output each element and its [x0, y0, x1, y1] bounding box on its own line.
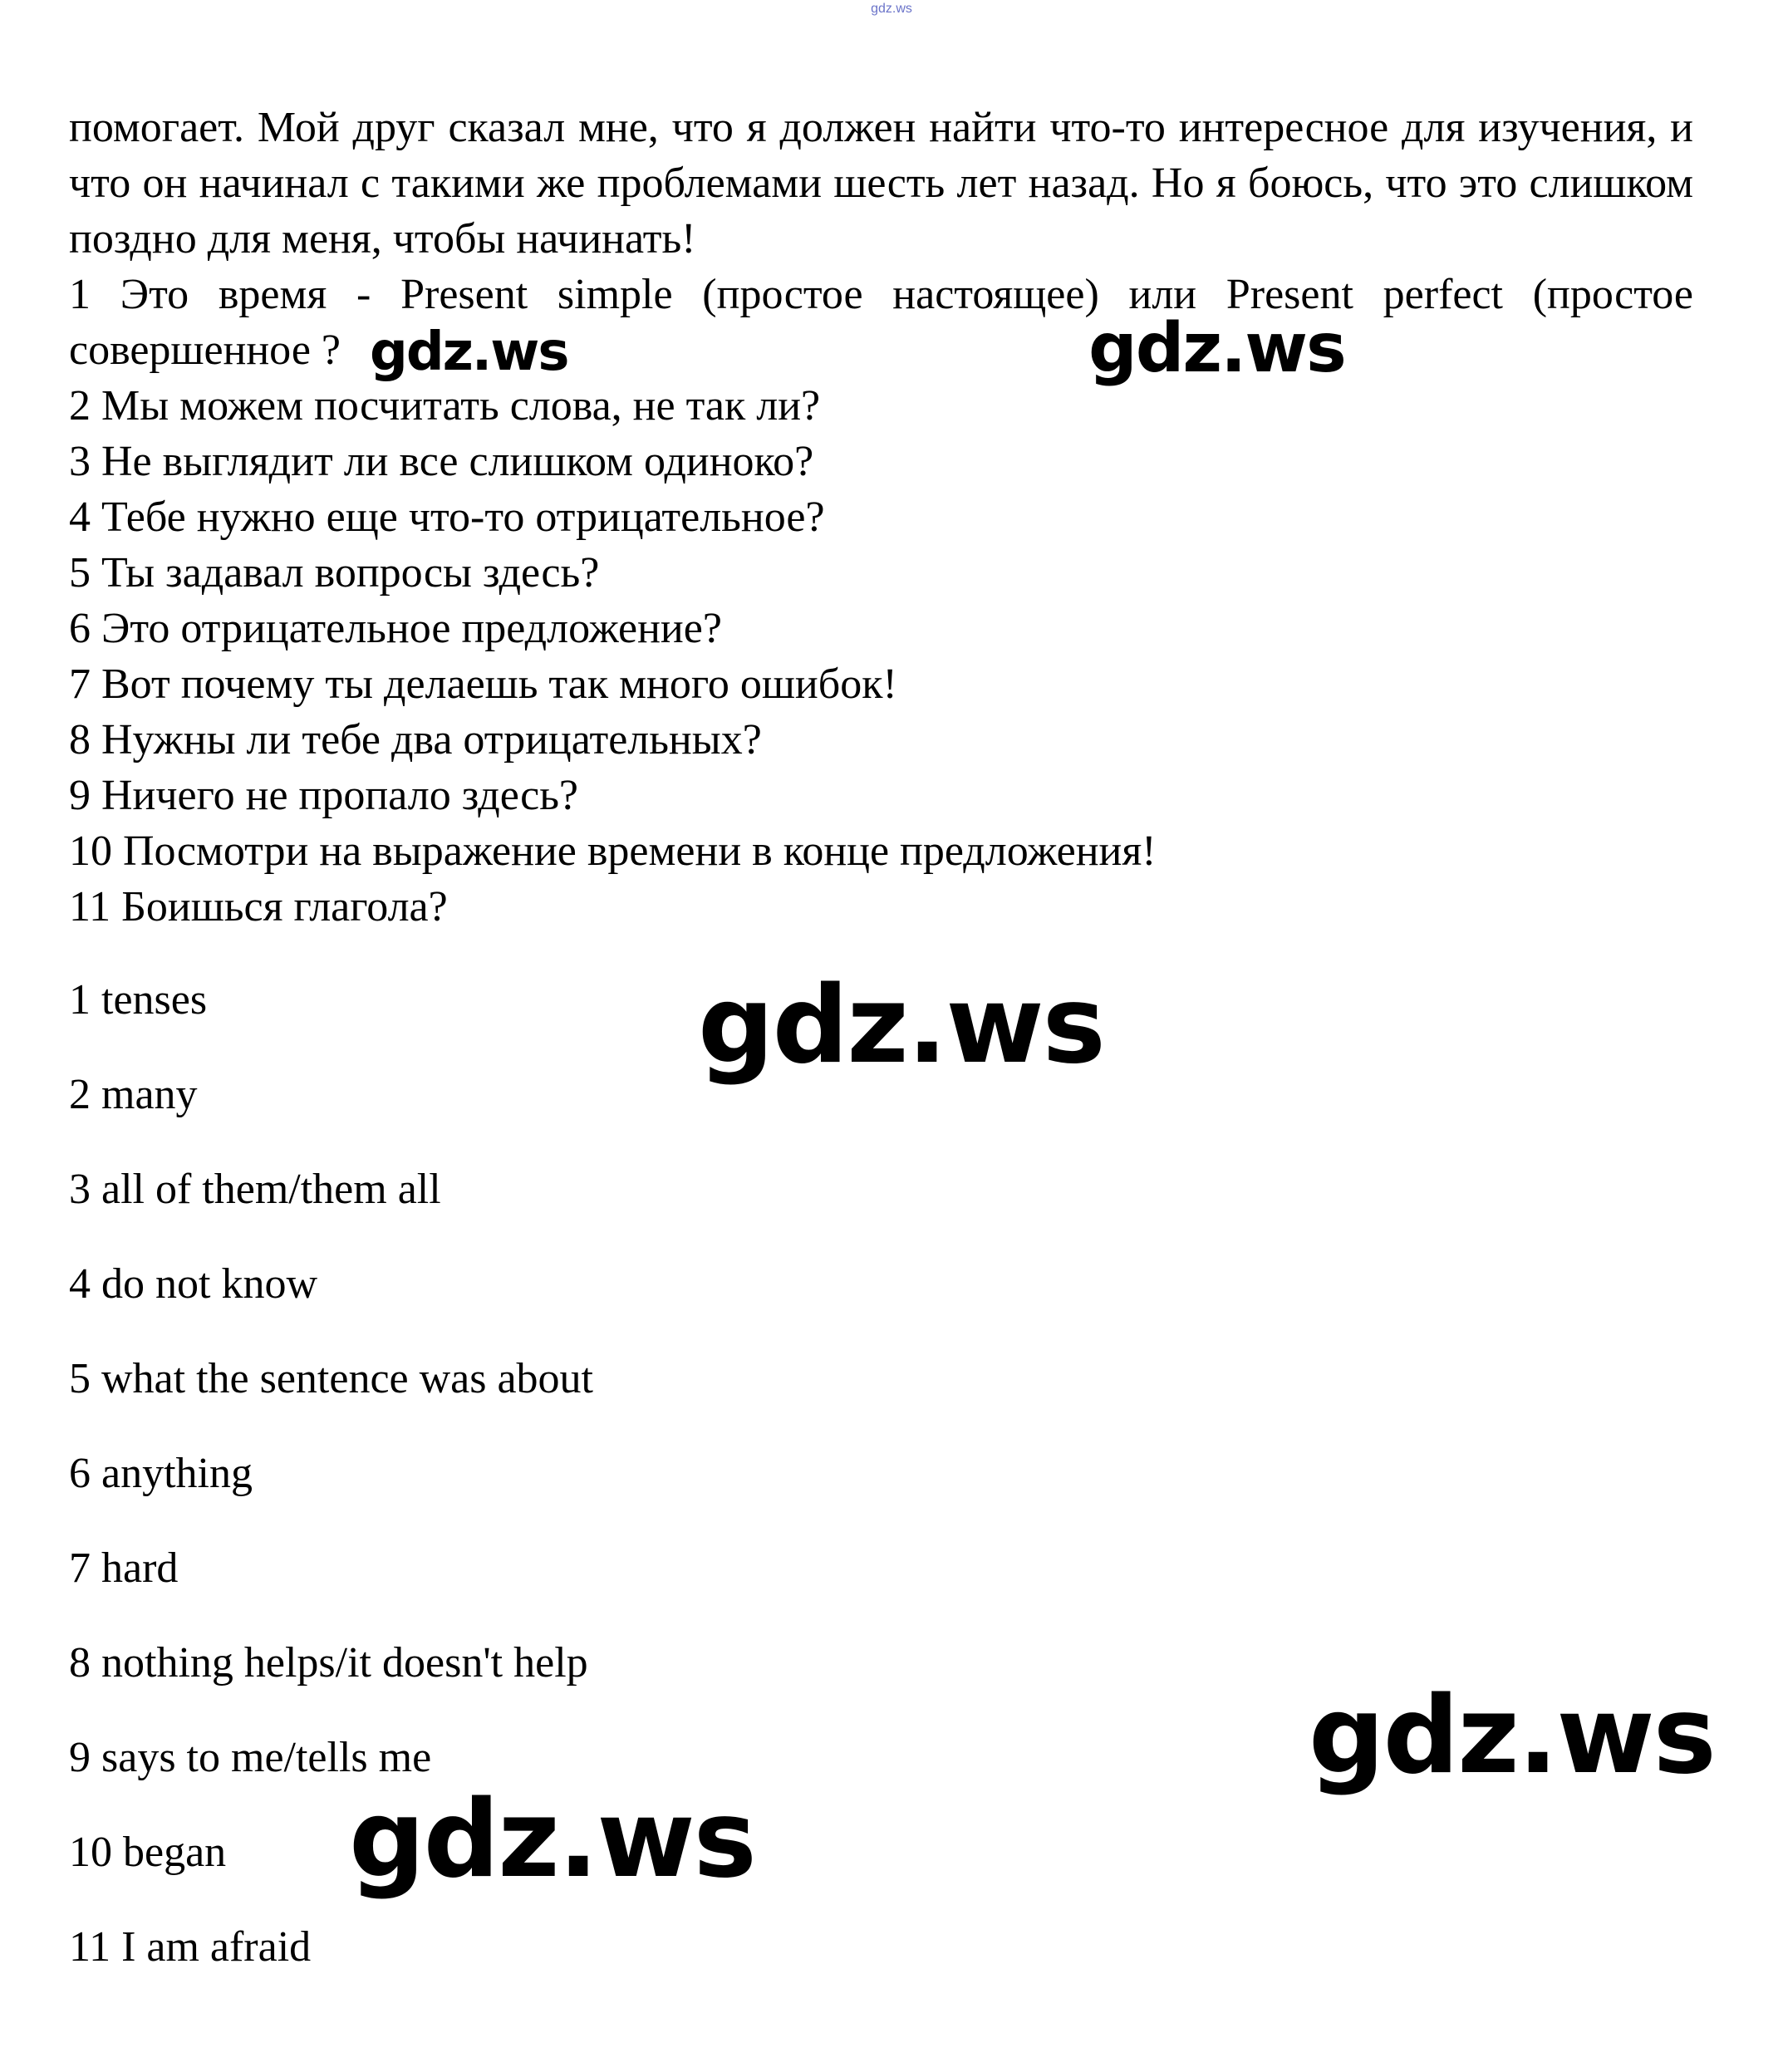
question-1: 1 Это время - Present simple (простое настоящее) или Present perfect (простое совершенное ?: [69, 271, 1693, 374]
answer-2: 2 many: [69, 1071, 198, 1118]
question-11: 11 Боишься глагола?: [69, 883, 448, 930]
question-10: 10 Посмотри на выражение времени в конце предложения!: [69, 827, 1157, 875]
answer-6: 6 anything: [69, 1450, 253, 1497]
watermark-bottom-right: gdz.ws: [1309, 1674, 1715, 1798]
watermark-small: gdz.ws: [370, 322, 568, 383]
question-3: 3 Не выглядит ли все слишком одиноко?: [69, 438, 814, 485]
answer-10: 10 began: [69, 1829, 227, 1876]
answer-3: 3 all of them/them all: [69, 1166, 441, 1213]
answer-4: 4 do not know: [69, 1260, 317, 1308]
question-5: 5 Ты задавал вопросы здесь?: [69, 549, 600, 597]
answer-8: 8 nothing helps/it doesn't help: [69, 1639, 588, 1687]
answer-5: 5 what the sentence was about: [69, 1355, 594, 1402]
question-7: 7 Вот почему ты делаешь так много ошибок!: [69, 660, 897, 708]
answer-1: 1 tenses: [69, 976, 208, 1024]
question-6: 6 Это отрицательное предложение?: [69, 605, 722, 652]
header-watermark: gdz.ws: [871, 2, 912, 16]
watermark-top-right: gdz.ws: [1088, 309, 1345, 388]
answer-11: 11 I am afraid: [69, 1923, 312, 1971]
watermark-bottom-left: gdz.ws: [349, 1778, 755, 1902]
question-8: 8 Нужны ли тебе два отрицательных?: [69, 716, 762, 763]
question-2: 2 Мы можем посчитать слова, не так ли?: [69, 382, 821, 430]
translation-paragraph: помогает. Мой друг сказал мне, что я должен найти что-то интересное для изучения, и что он начинал с такими же проблемами шесть лет назад. Но я боюсь, что это слишком поздно для меня, чтобы начинать!: [69, 104, 1693, 263]
question-4: 4 Тебе нужно еще что-то отрицательное?: [69, 493, 825, 541]
watermark-center: gdz.ws: [698, 964, 1104, 1088]
answer-7: 7 hard: [69, 1544, 179, 1592]
question-9: 9 Ничего не пропало здесь?: [69, 772, 579, 819]
answer-9: 9 says to me/tells me: [69, 1734, 432, 1781]
